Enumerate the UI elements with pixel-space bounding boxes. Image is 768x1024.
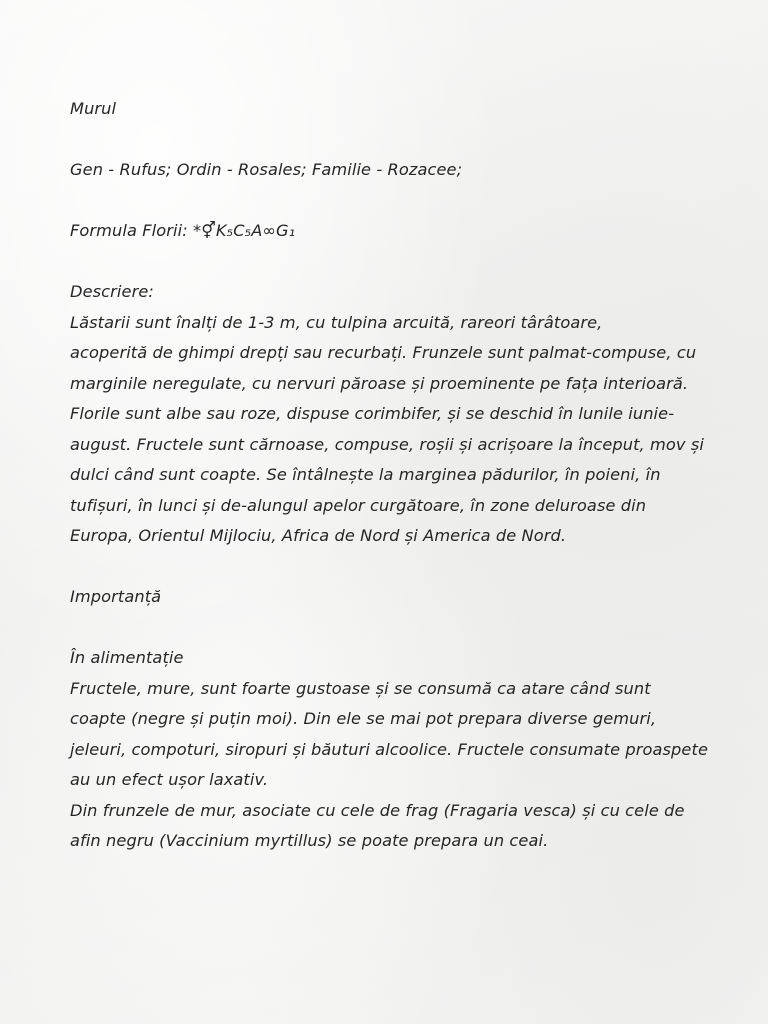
paragraph-line: acoperită de ghimpi drepți sau recurbați. Frunzele sunt palmat-compuse, cu	[70, 343, 697, 362]
paragraph-line: august. Fructele sunt cărnoase, compuse, roșii și acrișoare la început, mov și	[70, 434, 704, 454]
spacer	[70, 552, 730, 583]
paragraph-line: Europa, Orientul Mijlociu, Africa de Nord și America de Nord.	[70, 526, 567, 545]
document-body	[70, 94, 730, 857]
paragraph-line: jeleuri, compoturi, siropuri și băuturi alcoolice. Fructele consumate proaspete	[70, 739, 709, 759]
paragraph-line: Florile sunt albe sau roze, dispuse corimbifer, și se deschid în lunile iunie-	[70, 404, 675, 423]
document-title: Murul	[70, 99, 117, 118]
description-paragraph	[70, 308, 730, 552]
spacer	[70, 247, 730, 278]
spacer	[70, 125, 730, 156]
paragraph-line: Lăstarii sunt înalți de 1-3 m, cu tulpina arcuită, rareori târâtoare,	[70, 312, 603, 332]
spacer	[70, 613, 730, 644]
paragraph-line: tufișuri, în lunci și de-alungul apelor curgătoare, în zone deluroase din	[70, 495, 647, 515]
paragraph-line: Din frunzele de mur, asociate cu cele de frag (Fragaria vesca) și cu cele de	[70, 800, 685, 820]
classification-line: Gen - Rufus; Ordin - Rosales; Familie - Rozacee;	[70, 160, 463, 179]
flower-formula-line: Formula Florii: *⚥K₅C₅A∞G₁	[70, 221, 296, 240]
importance-heading: Importanță	[70, 587, 162, 606]
paragraph-line: afin negru (Vaccinium myrtillus) se poate prepara un ceai.	[70, 831, 549, 850]
paragraph-line: coapte (negre și puțin moi). Din ele se mai pot prepara diverse gemuri,	[70, 709, 657, 728]
food-heading: În alimentație	[70, 648, 184, 667]
paragraph-line: au un efect ușor laxativ.	[70, 770, 269, 789]
paragraph-line: Fructele, mure, sunt foarte gustoase și se consumă ca atare când sunt	[70, 678, 651, 698]
food-paragraph	[70, 674, 730, 857]
spacer	[70, 186, 730, 217]
paragraph-line: dulci când sunt coapte. Se întâlnește la marginea pădurilor, în poieni, în	[70, 465, 661, 484]
description-heading: Descriere:	[70, 282, 154, 301]
paragraph-line: marginile neregulate, cu nervuri păroase și proeminente pe fața interioară.	[70, 373, 689, 393]
